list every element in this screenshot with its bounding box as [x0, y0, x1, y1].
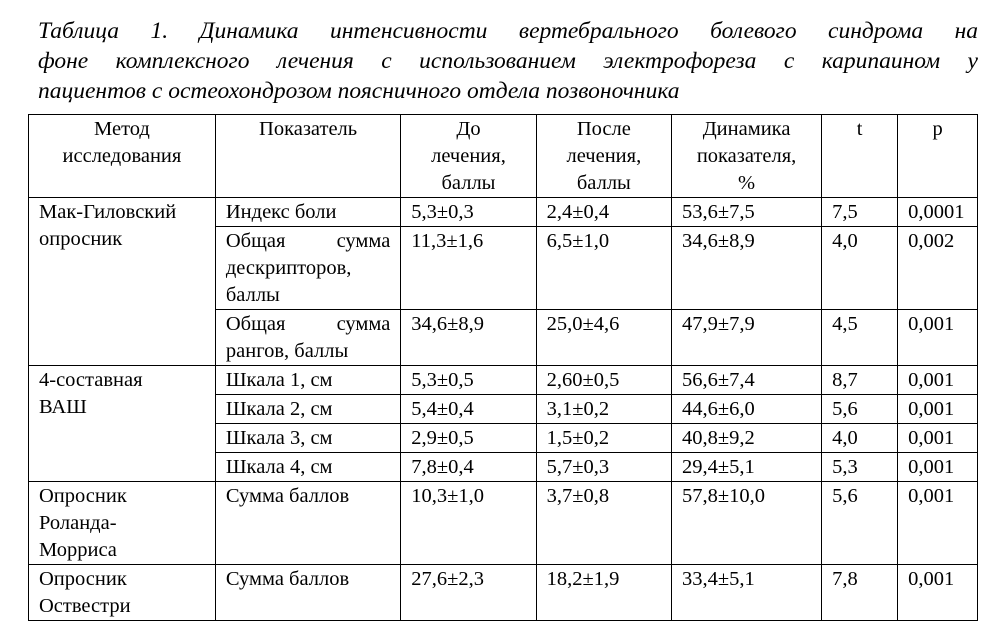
header-dynamics: [672, 115, 822, 198]
before-cell: 5,3±0,3: [401, 198, 536, 227]
table-caption: [38, 16, 978, 106]
indicator-line: Шкала 2, см: [225, 398, 333, 420]
indicator-line: Индекс боли: [225, 201, 337, 223]
t-cell: 4,5: [822, 310, 898, 366]
header-before-line: баллы: [441, 172, 496, 194]
indicator-cell: [215, 198, 400, 227]
t-cell: 4,0: [822, 227, 898, 310]
header-method: [29, 115, 216, 198]
indicator-line: Сумма баллов: [225, 485, 350, 507]
dynamics-cell: 34,6±8,9: [672, 227, 822, 310]
before-cell: 34,6±8,9: [401, 310, 536, 366]
after-cell: 5,7±0,3: [536, 453, 671, 482]
method-line: Оствестри: [39, 595, 131, 617]
indicator-line: Общая сумма: [225, 313, 391, 335]
header-after: [536, 115, 671, 198]
indicator-cell: [215, 366, 400, 395]
after-cell: 3,1±0,2: [536, 395, 671, 424]
dynamics-cell: 29,4±5,1: [672, 453, 822, 482]
before-cell: 11,3±1,6: [401, 227, 536, 310]
method-cell: [29, 366, 216, 482]
indicator-cell: [215, 310, 400, 366]
indicator-line: баллы: [225, 284, 280, 306]
indicator-cell: [215, 424, 400, 453]
before-cell: 27,6±2,3: [401, 565, 536, 621]
indicator-cell: [215, 395, 400, 424]
before-cell: 5,4±0,4: [401, 395, 536, 424]
header-after-line: После: [576, 118, 631, 140]
after-cell: 2,4±0,4: [536, 198, 671, 227]
header-p-line: p: [932, 118, 943, 140]
p-cell: 0,001: [898, 395, 978, 424]
header-p: [898, 115, 978, 198]
p-cell: 0,001: [898, 310, 978, 366]
method-line: Опросник: [39, 485, 127, 507]
table-row: [29, 565, 978, 621]
dynamics-cell: 56,6±7,4: [672, 366, 822, 395]
header-method-line: исследования: [62, 145, 182, 167]
method-line: ВАШ: [39, 396, 87, 418]
method-line: Морриса: [39, 539, 117, 561]
after-cell: 25,0±4,6: [536, 310, 671, 366]
p-cell: 0,001: [898, 565, 978, 621]
caption-line-1: Таблица 1. Динамика интенсивности вертебрального болевого синдрома на: [38, 18, 978, 44]
indicator-line: Шкала 3, см: [225, 427, 333, 449]
table-row: [29, 198, 978, 227]
header-row: [29, 115, 978, 198]
dynamics-cell: 44,6±6,0: [672, 395, 822, 424]
dynamics-cell: 40,8±9,2: [672, 424, 822, 453]
table-row: [29, 366, 978, 395]
dynamics-cell: 47,9±7,9: [672, 310, 822, 366]
method-line: Роланда-: [39, 512, 117, 534]
t-cell: 5,3: [822, 453, 898, 482]
before-cell: 5,3±0,5: [401, 366, 536, 395]
before-cell: 7,8±0,4: [401, 453, 536, 482]
dynamics-cell: 33,4±5,1: [672, 565, 822, 621]
indicator-line: Сумма баллов: [225, 568, 350, 590]
indicator-cell: [215, 227, 400, 310]
t-cell: 5,6: [822, 482, 898, 565]
t-cell: 7,5: [822, 198, 898, 227]
p-cell: 0,001: [898, 453, 978, 482]
p-cell: 0,0001: [898, 198, 978, 227]
before-cell: 10,3±1,0: [401, 482, 536, 565]
header-dynamics-line: %: [738, 172, 756, 194]
header-t-line: t: [856, 118, 863, 140]
method-cell: [29, 565, 216, 621]
indicator-line: Шкала 1, см: [225, 369, 333, 391]
indicator-line: дескрипторов,: [225, 257, 352, 279]
after-cell: 3,7±0,8: [536, 482, 671, 565]
method-cell: [29, 482, 216, 565]
header-after-line: лечения,: [566, 145, 642, 167]
p-cell: 0,001: [898, 366, 978, 395]
method-line: опросник: [39, 228, 123, 250]
after-cell: 6,5±1,0: [536, 227, 671, 310]
after-cell: 1,5±0,2: [536, 424, 671, 453]
indicator-cell: [215, 482, 400, 565]
after-cell: 2,60±0,5: [536, 366, 671, 395]
header-method-line: Метод: [94, 118, 150, 140]
header-dynamics-line: показателя,: [696, 145, 797, 167]
header-before-line: До: [456, 118, 481, 140]
header-indicator-line: Показатель: [259, 118, 358, 140]
header-before-line: лечения,: [431, 145, 506, 167]
caption-line-3: пациентов с остеохондрозом поясничного отдела позвоночника: [38, 78, 680, 104]
header-t: [822, 115, 898, 198]
method-line: Опросник: [39, 568, 127, 590]
header-before: [401, 115, 536, 198]
indicator-line: Общая сумма: [225, 230, 391, 252]
t-cell: 8,7: [822, 366, 898, 395]
dynamics-cell: 53,6±7,5: [672, 198, 822, 227]
caption-line-2: фоне комплексного лечения с использованием электрофореза с карипаином у: [38, 48, 978, 74]
header-dynamics-line: Динамика: [702, 118, 791, 140]
method-cell: [29, 198, 216, 366]
after-cell: 18,2±1,9: [536, 565, 671, 621]
indicator-line: Шкала 4, см: [225, 456, 333, 478]
dynamics-cell: 57,8±10,0: [672, 482, 822, 565]
t-cell: 7,8: [822, 565, 898, 621]
t-cell: 4,0: [822, 424, 898, 453]
table-row: [29, 482, 978, 565]
indicator-line: рангов, баллы: [225, 340, 349, 362]
indicator-cell: [215, 453, 400, 482]
results-table: [28, 114, 978, 621]
p-cell: 0,001: [898, 424, 978, 453]
method-line: Мак-Гиловский: [39, 201, 177, 223]
p-cell: 0,001: [898, 482, 978, 565]
method-line: 4-составная: [39, 369, 143, 391]
header-indicator: [215, 115, 400, 198]
header-after-line: баллы: [576, 172, 631, 194]
t-cell: 5,6: [822, 395, 898, 424]
indicator-cell: [215, 565, 400, 621]
p-cell: 0,002: [898, 227, 978, 310]
before-cell: 2,9±0,5: [401, 424, 536, 453]
